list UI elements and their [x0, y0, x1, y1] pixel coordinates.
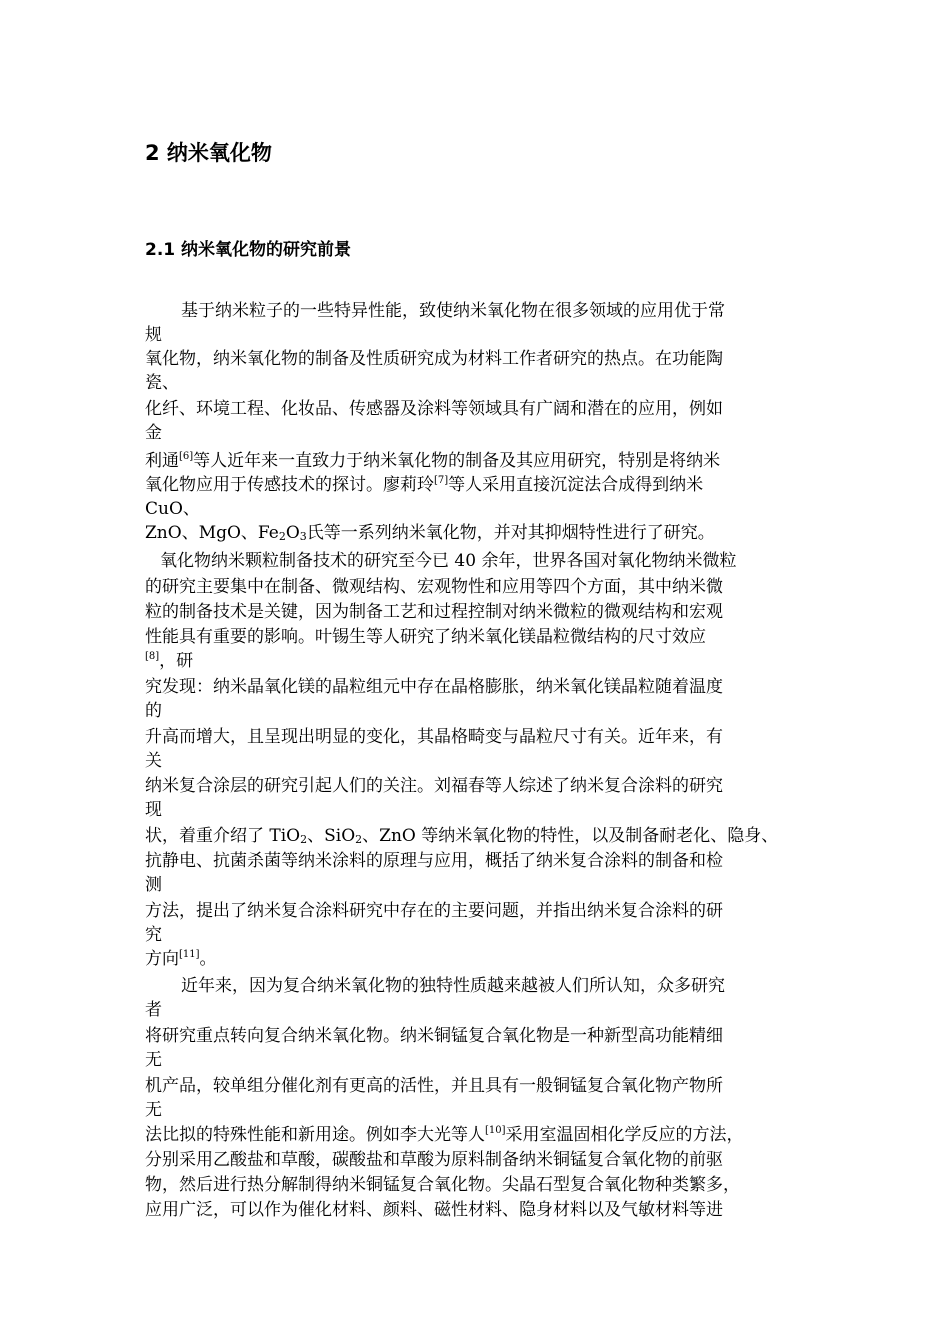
- paragraph-line: [145, 450, 720, 472]
- paragraph-line: 瓷、: [145, 373, 179, 393]
- paragraph-line: 近年来，因为复合纳米氧化物的独特性质越来越被人们所认知，众多研究: [181, 976, 725, 996]
- paragraph-line: 氧化物纳米颗粒制备技术的研究至今已 40 余年，世界各国对氧化物纳米微粒: [160, 551, 737, 571]
- text-run: 。: [199, 949, 217, 969]
- text-run: 、ZnO 等纳米氧化物的特性，以及制备耐老化、隐身、: [362, 826, 779, 846]
- paragraph-line: CuO、: [145, 499, 200, 519]
- paragraph-line: 纳米复合涂层的研究引起人们的关注。刘福春等人综述了纳米复合涂料的研究: [145, 776, 723, 796]
- paragraph-line: 化纤、环境工程、化妆品、传感器及涂料等领域具有广阔和潜在的应用，例如: [145, 399, 723, 419]
- text-run: 等人采用直接沉淀法合成得到纳米: [448, 475, 704, 495]
- text-run: 法比拟的特殊性能和新用途。例如李大光等人: [145, 1125, 485, 1145]
- paragraph-line: 无: [145, 1050, 162, 1070]
- paragraph-line: 究: [145, 925, 162, 945]
- text-run: 采用室温固相化学反应的方法，: [505, 1125, 744, 1145]
- paragraph-line: 无: [145, 1100, 162, 1120]
- paragraph-line: 基于纳米粒子的一些特异性能，致使纳米氧化物在很多领域的应用优于常: [181, 301, 725, 321]
- paragraph-line: [145, 522, 715, 544]
- paragraph-line: 分别采用乙酸盐和草酸，碳酸盐和草酸为原料制备纳米铜锰复合氧化物的前驱: [145, 1150, 723, 1170]
- paragraph-line: [145, 474, 703, 496]
- paragraph-line: 物，然后进行热分解制得纳米铜锰复合氧化物。尖晶石型复合氧化物种类繁多，: [145, 1175, 740, 1195]
- text-run: 利通: [145, 451, 179, 471]
- text-run: 状，着重介绍了 TiO: [145, 826, 301, 846]
- paragraph-line: 应用广泛，可以作为催化材料、颜料、磁性材料、隐身材料以及气敏材料等进: [145, 1200, 723, 1220]
- paragraph-line: 关: [145, 751, 162, 771]
- paragraph-line: [145, 1124, 744, 1146]
- subscript: 2: [300, 833, 308, 846]
- paragraph-line: 究发现：纳米晶氧化镁的晶粒组元中存在晶格膨胀，纳米氧化镁晶粒随着温度: [145, 677, 723, 697]
- paragraph-line: 粒的制备技术是关键，因为制备工艺和过程控制对纳米微粒的微观结构和宏观: [145, 602, 723, 622]
- text-run: 方向: [145, 949, 179, 969]
- paragraph-line: 规: [145, 325, 162, 345]
- text-run: 、SiO: [307, 826, 356, 846]
- paragraph-line: [145, 650, 193, 672]
- citation-ref: [7]: [434, 475, 449, 486]
- citation-ref: [11]: [179, 949, 200, 960]
- section-heading: 2 纳米氧化物: [145, 141, 272, 165]
- paragraph-line: [145, 948, 217, 970]
- paragraph-line: 将研究重点转向复合纳米氧化物。纳米铜锰复合氧化物是一种新型高功能精细: [145, 1026, 723, 1046]
- paragraph-line: 方法，提出了纳米复合涂料研究中存在的主要问题，并指出纳米复合涂料的研: [145, 901, 723, 921]
- text-run: 氏等一系列纳米氧化物，并对其抑烟特性进行了研究。: [306, 523, 715, 543]
- text-run: ，研: [159, 651, 194, 671]
- paragraph-line: 升高而增大，且呈现出明显的变化，其晶格畸变与晶粒尺寸有关。近年来，有: [145, 727, 723, 747]
- paragraph-line: [145, 825, 778, 847]
- text-run: 氧化物应用于传感技术的探讨。廖莉玲: [145, 475, 434, 495]
- text-run: ZnO、MgO、Fe: [145, 523, 279, 543]
- paragraph-line: 的: [145, 701, 162, 721]
- citation-ref: [8]: [145, 651, 160, 662]
- paragraph-line: 金: [145, 423, 162, 443]
- citation-ref: [10]: [485, 1125, 506, 1136]
- text-run: O: [285, 523, 300, 543]
- subscript: 2: [278, 530, 286, 543]
- paragraph-line: 的研究主要集中在制备、微观结构、宏观物性和应用等四个方面，其中纳米微: [145, 577, 723, 597]
- paragraph-line: 抗静电、抗菌杀菌等纳米涂料的原理与应用，概括了纳米复合涂料的制备和检: [145, 851, 723, 871]
- text-run: 等人近年来一直致力于纳米氧化物的制备及其应用研究，特别是将纳米: [193, 451, 721, 471]
- citation-ref: [6]: [179, 451, 194, 462]
- paragraph-line: 机产品，较单组分催化剂有更高的活性，并且具有一般铜锰复合氧化物产物所: [145, 1076, 723, 1096]
- subscript: 3: [299, 530, 307, 543]
- subscript: 2: [355, 833, 363, 846]
- paragraph-line: 现: [145, 800, 162, 820]
- paragraph-line: 测: [145, 875, 162, 895]
- subsection-heading: 2.1 纳米氧化物的研究前景: [145, 240, 352, 260]
- paragraph-line: 者: [145, 1000, 162, 1020]
- paragraph-line: 性能具有重要的影响。叶锡生等人研究了纳米氧化镁晶粒微结构的尺寸效应: [145, 627, 706, 647]
- paragraph-line: 氧化物，纳米氧化物的制备及性质研究成为材料工作者研究的热点。在功能陶: [145, 349, 723, 369]
